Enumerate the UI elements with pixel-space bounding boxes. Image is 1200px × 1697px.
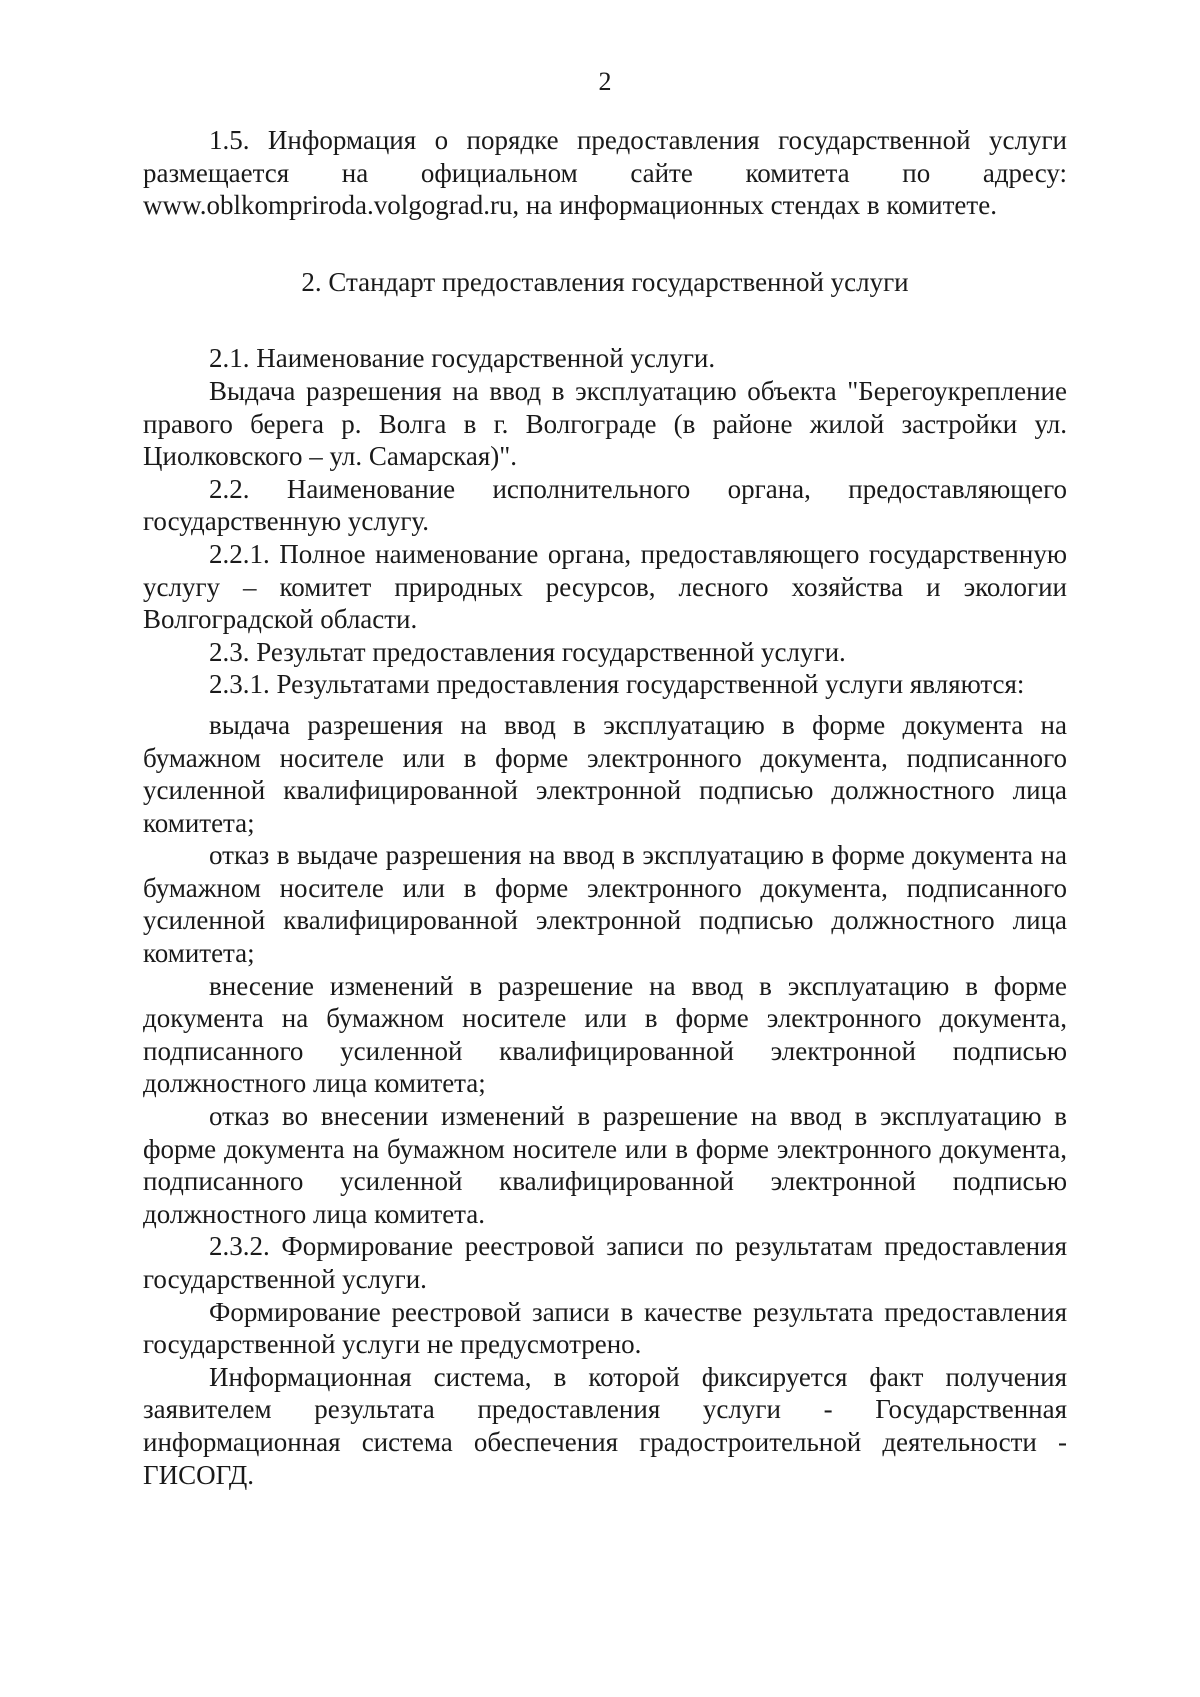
- paragraph-info-system: Информационная система, в которой фиксируется факт получения заявителем результата предоставления услуги - Государственная информационная система обеспечения градостроительной деятельности - ГИСОГД.: [143, 1361, 1067, 1490]
- document-page: [143, 62, 1067, 1491]
- paragraph-2-3-2: 2.3.2. Формирование реестровой записи по результатам предоставления государственной услуги.: [143, 1231, 1067, 1294]
- result-item-3: внесение изменений в разрешение на ввод в эксплуатацию в форме документа на бумажном носителе или в форме электронного документа, подписанного усиленной квалифицированной электронной подписью должностного лица комитета;: [143, 970, 1067, 1099]
- result-item-1: выдача разрешения на ввод в эксплуатацию в форме документа на бумажном носителе или в форме электронного документа, подписанного усиленной квалифицированной электронной подписью должностного лица комитета;: [143, 709, 1067, 838]
- section-heading-2: 2. Стандарт предоставления государственной услуги: [301, 266, 909, 297]
- paragraph-2-3-1: 2.3.1. Результатами предоставления государственной услуги являются:: [209, 669, 1025, 700]
- page-number: 2: [598, 67, 612, 96]
- result-item-4: отказ во внесении изменений в разрешение на ввод в эксплуатацию в форме документа на бумажном носителе или в форме электронного документа, подписанного усиленной квалифицированной электронной подписью должностного лица комитета.: [143, 1101, 1067, 1229]
- paragraph-2-3-2-text: Формирование реестровой записи в качестве результата предоставления государственной услуги не предусмотрено.: [143, 1296, 1067, 1360]
- paragraph-2-1-text: Выдача разрешения на ввод в эксплуатацию объекта "Берегоукрепление правого берега р. Волга в г. Волгограде (в районе жилой застройки ул. Циолковского – ул. Самарская)".: [143, 375, 1067, 472]
- paragraph-1-5: 1.5. Информация о порядке предоставления государственной услуги размещается на официальном сайте комитета по адресу: www.oblkompriroda.volgograd.ru, на информационных стендах в комитете.: [143, 125, 1067, 221]
- paragraph-2-1: 2.1. Наименование государственной услуги.: [209, 343, 716, 374]
- paragraph-2-2: 2.2. Наименование исполнительного органа, предоставляющего государственную услугу.: [143, 473, 1067, 537]
- result-item-2: отказ в выдаче разрешения на ввод в эксплуатацию в форме документа на бумажном носителе или в форме электронного документа, подписанного усиленной квалифицированной электронной подписью должностного лица комитета;: [143, 840, 1067, 969]
- paragraph-2-2-1: 2.2.1. Полное наименование органа, предоставляющего государственную услугу – комитет природных ресурсов, лесного хозяйства и экологии Волгоградской области.: [143, 538, 1067, 635]
- paragraph-2-3: 2.3. Результат предоставления государственной услуги.: [209, 636, 846, 667]
